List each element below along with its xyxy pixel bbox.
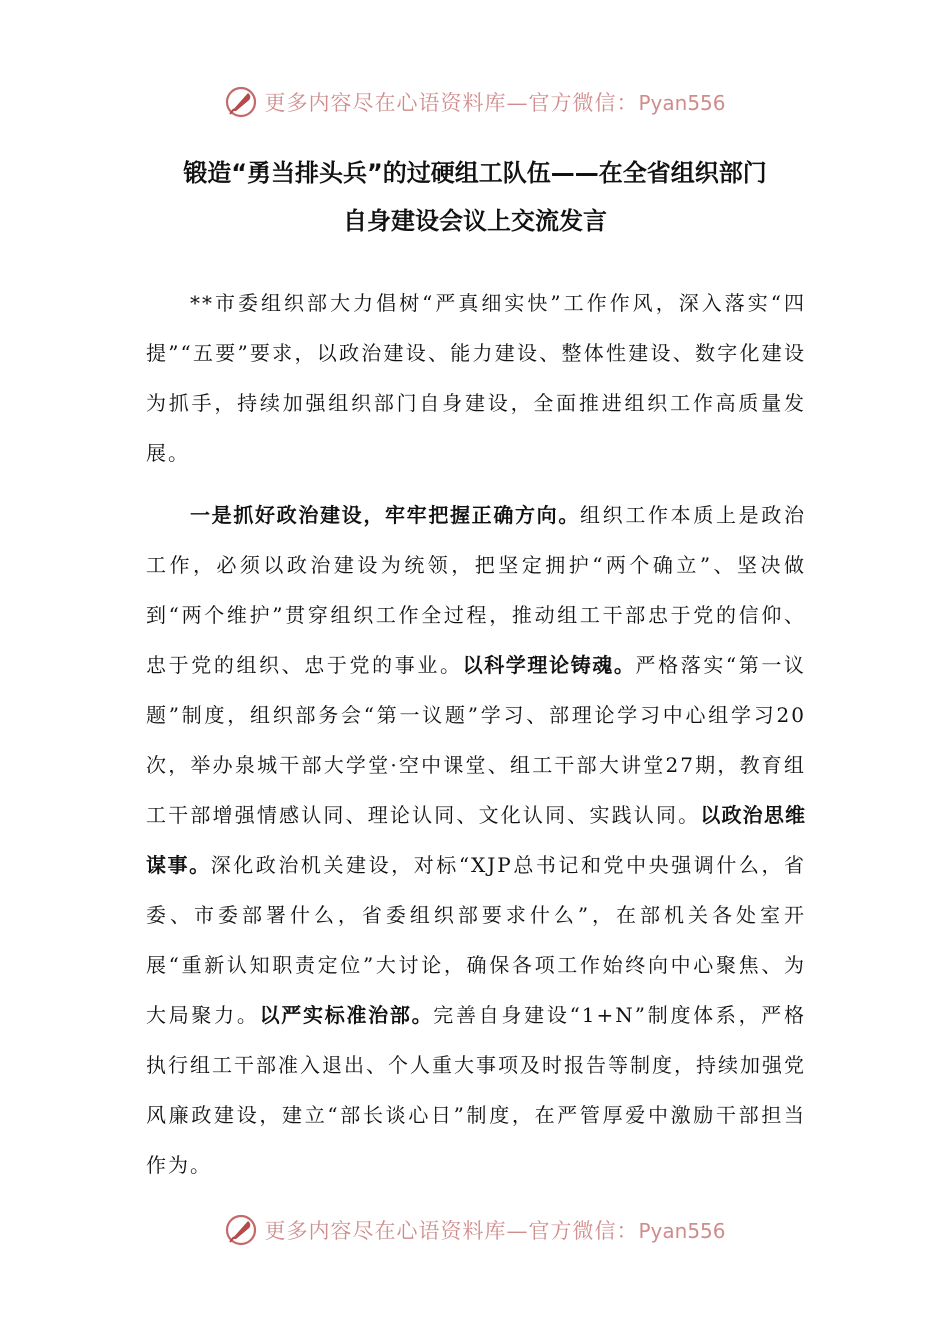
wechat-id: Pyan556: [638, 91, 726, 115]
section-text-1: 组织工作本质上是政治工作，必须以政治建设为统领，把坚定拥护“两个确立”、坚决做到“两个维护”贯穿组织工作全过程，推动组工干部忠于党的信仰、忠于党的组织、忠于党的事业。: [146, 503, 807, 677]
subheading-theory: 以科学理论铸魂。: [462, 653, 636, 677]
section-paragraph: [146, 490, 806, 1190]
section-text-4: 完善自身建设“1+N”制度体系，严格执行组工干部准入退出、个人重大事项及时报告等制度，持续加强党风廉政建设，建立“部长谈心日”制度，在严管厚爱中激励干部担当作为。: [146, 1003, 807, 1177]
watermark-text: 更多内容尽在心语资料库—官方微信：Pyan556: [264, 1219, 726, 1243]
quill-logo-icon: [224, 85, 258, 119]
section-text-3: 深化政治机关建设，对标“XJP总书记和党中央强调什么，省委、市委部署什么，省委组织部要求什么”，在部机关各处室开展“重新认知职责定位”大讨论，确保各项工作始终向中心聚焦、为大局聚力。: [146, 853, 807, 1027]
section-text-2: 严格落实“第一议题”制度，组织部务会“第一议题”学习、部理论学习中心组学习20次，举办泉城干部大学堂·空中课堂、组工干部大讲堂27期，教育组工干部增强情感认同、理论认同、文化认同、实践认同。: [146, 653, 806, 827]
wechat-id: Pyan556: [638, 1219, 726, 1243]
section-heading: 一是抓好政治建设，牢牢把握正确方向。: [190, 503, 580, 527]
document-title-line-2: 自身建设会议上交流发言: [343, 207, 607, 235]
document-title-line-1: 锻造“勇当排头兵”的过硬组工队伍——在全省组织部门: [183, 159, 767, 187]
subheading-political-thinking: 以政治思维谋事。: [146, 803, 807, 877]
watermark-footer: [0, 1210, 950, 1250]
quill-logo-icon: [224, 1213, 258, 1247]
subheading-strict-standards: 以严实标准治部。: [259, 1003, 434, 1027]
watermark-text: 更多内容尽在心语资料库—官方微信：Pyan556: [264, 91, 726, 115]
intro-paragraph: **市委组织部大力倡树“严真细实快”工作作风，深入落实“四提”“五要”要求，以政治建设、能力建设、整体性建设、数字化建设为抓手，持续加强组织部门自身建设，全面推进组织工作高质量发展。: [146, 291, 806, 465]
watermark-header: [0, 82, 950, 122]
